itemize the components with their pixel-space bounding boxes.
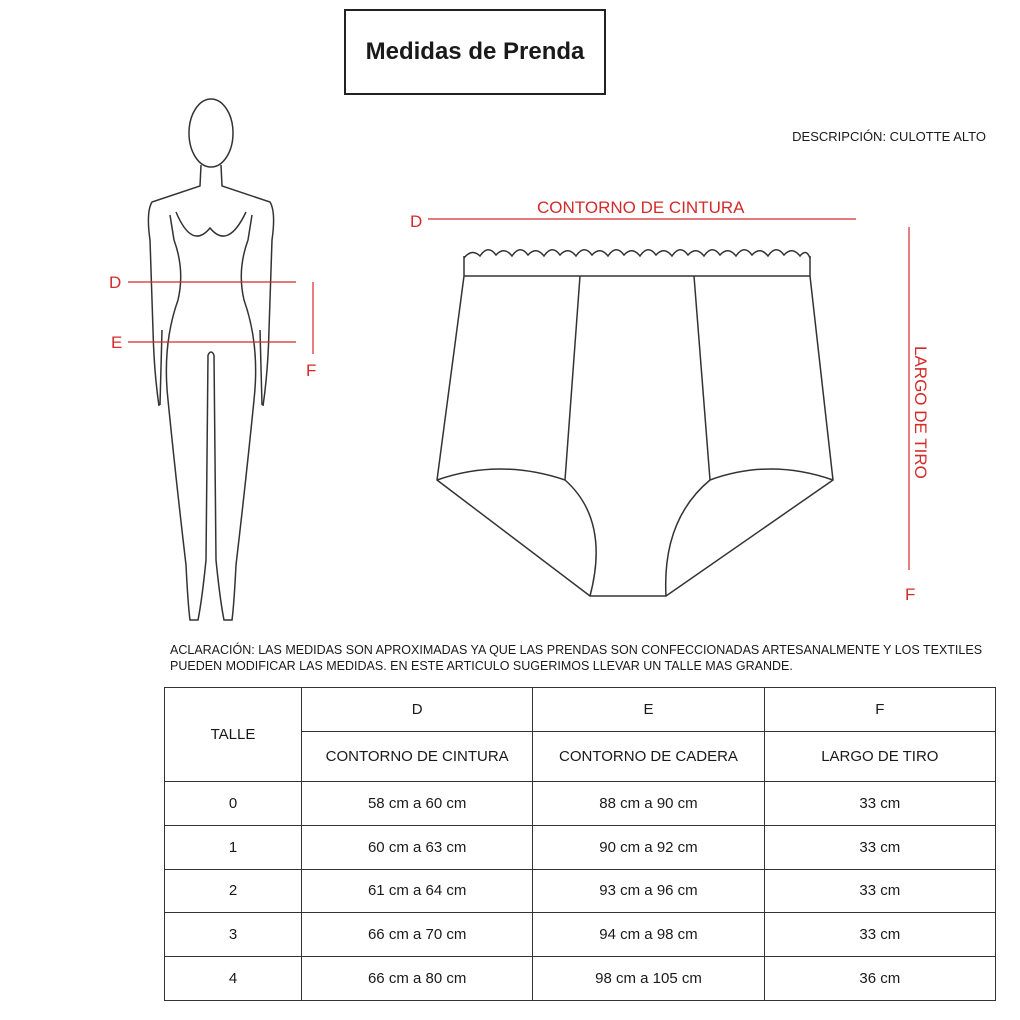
hip-cell: 93 cm a 96 cm: [533, 869, 764, 913]
column-code: F: [764, 688, 995, 732]
body-measure-lines: [128, 282, 313, 354]
rise-label: LARGO DE TIRO: [911, 346, 930, 479]
column-name: CONTORNO DE CADERA: [533, 732, 764, 782]
garment-label-f: F: [905, 585, 916, 604]
rise-cell: 33 cm: [764, 825, 995, 869]
culotte-drawing: [437, 250, 833, 596]
waist-cell: 66 cm a 80 cm: [302, 957, 533, 1001]
label-d: D: [109, 273, 122, 292]
table-row: [165, 913, 996, 957]
talle-cell: 2: [165, 869, 302, 913]
hip-cell: 90 cm a 92 cm: [533, 825, 764, 869]
table-row: [165, 957, 996, 1001]
waist-cell: 58 cm a 60 cm: [302, 782, 533, 826]
garment-label-d: D: [410, 212, 423, 231]
body-figure: [148, 99, 273, 620]
hip-cell: 98 cm a 105 cm: [533, 957, 764, 1001]
column-code: E: [533, 688, 764, 732]
column-code: D: [302, 688, 533, 732]
rise-cell: 33 cm: [764, 782, 995, 826]
column-name: CONTORNO DE CINTURA: [302, 732, 533, 782]
table-row: [165, 869, 996, 913]
label-f: F: [306, 361, 317, 380]
waist-label: CONTORNO DE CINTURA: [537, 198, 745, 217]
waist-cell: 61 cm a 64 cm: [302, 869, 533, 913]
disclaimer-note: ACLARACIÓN: LAS MEDIDAS SON APROXIMADAS YA QUE LAS PRENDAS SON CONFECCIONADAS ARTESANALMENTE Y LOS TEXTILES PUEDEN MODIFICAR LAS MEDIDAS. EN ESTE ARTICULO SUGERIMOS LLEVAR UN TALLE MAS GRANDE.: [170, 643, 983, 673]
rise-cell: 33 cm: [764, 913, 995, 957]
hip-cell: 88 cm a 90 cm: [533, 782, 764, 826]
size-table: [164, 687, 996, 1001]
talle-cell: 3: [165, 913, 302, 957]
column-name: LARGO DE TIRO: [764, 732, 995, 782]
table-row: [165, 825, 996, 869]
page-title: Medidas de Prenda: [344, 9, 606, 95]
label-e: E: [111, 333, 123, 352]
rise-cell: 36 cm: [764, 957, 995, 1001]
hip-cell: 94 cm a 98 cm: [533, 913, 764, 957]
talle-header: TALLE: [165, 688, 302, 782]
talle-cell: 1: [165, 825, 302, 869]
waist-cell: 66 cm a 70 cm: [302, 913, 533, 957]
garment-description: DESCRIPCIÓN: CULOTTE ALTO: [792, 129, 986, 144]
talle-cell: 0: [165, 782, 302, 826]
waist-cell: 60 cm a 63 cm: [302, 825, 533, 869]
table-row: [165, 782, 996, 826]
rise-cell: 33 cm: [764, 869, 995, 913]
garment-measure-lines: [428, 219, 909, 570]
talle-cell: 4: [165, 957, 302, 1001]
